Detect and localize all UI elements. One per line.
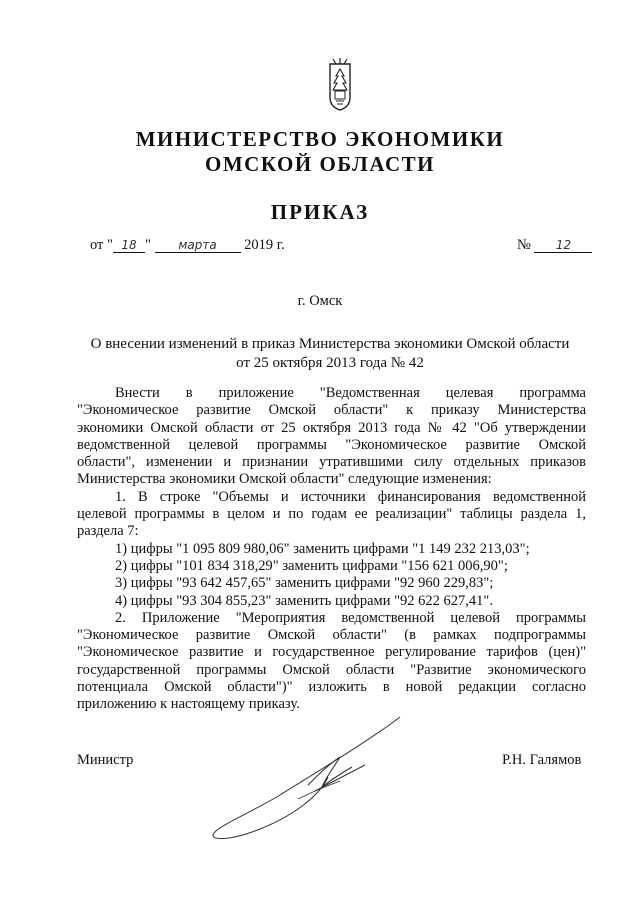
signatory-name: Р.Н. Галямов [502,752,582,768]
paragraph-line: "Экономическое развитие Омской области" (в рамках подпрограммы [77,627,586,644]
paragraph-line: 2. Приложение "Мероприятия ведомственной целевой программы [115,609,586,626]
order-body [77,385,586,714]
date-year: 2019 г. [244,237,285,253]
paragraph-line: экономики Омской области от 25 октября 2013 года № 42 "Об утверждении [77,419,586,436]
coat-of-arms-icon [327,57,353,112]
subject-line1: О внесении изменений в приказ Министерства экономики Омской области [90,336,570,352]
date-month: марта [155,239,241,253]
date-day: 18 [113,239,145,253]
org-name-line1: МИНИСТЕРСТВО ЭКОНОМИКИ [135,127,505,151]
paragraph-line: "Экономическое развитие и государственное регулирование тарифов (цен)" [77,644,586,661]
signatory-role: Министр [77,752,134,768]
paragraph-line: области", изменении и признании утратившими силу отдельных приказов [77,454,586,471]
list-item: 2) цифры "101 834 318,29" заменить цифрами "156 621 006,90"; [115,557,508,574]
paragraph-line: ведомственной целевой программы "Экономическое развитие Омской [77,436,586,453]
list-item: 3) цифры "93 642 457,65" заменить цифрами "92 960 229,83"; [115,575,494,592]
date-line: от " 18 " марта 2019 г. [90,237,285,253]
paragraph-line: раздела 7: [77,523,139,540]
paragraph-line: Министерства экономики Омской области" следующие изменения: [77,471,492,488]
list-item: 1) цифры "1 095 809 980,06" заменить цифрами "1 149 232 213,03"; [115,540,530,557]
paragraph-line: целевой программы в целом и по годам ее реализации" таблицы раздела 1, [77,506,586,523]
paragraph-line: Внести в приложение "Ведомственная целевая программа [115,385,586,401]
number-value: 12 [534,239,592,253]
document-type: ПРИКАЗ [270,200,370,224]
list-item: 4) цифры "93 304 855,23" заменить цифрами "92 622 627,41". [115,592,493,609]
date-prefix: от [90,237,104,253]
paragraph-line: 1. В строке "Объемы и источники финансирования ведомственной [115,488,586,505]
paragraph-line: "Экономическое развитие Омской области" к приказу Министерства [77,402,586,419]
number-label: № [517,237,531,253]
paragraph-line: приложению к настоящему приказу. [77,696,300,713]
handwritten-signature [200,715,420,845]
city: г. Омск [297,293,343,309]
org-name-line2: ОМСКОЙ ОБЛАСТИ [205,152,435,176]
subject-line2: от 25 октября 2013 года № 42 [236,355,424,371]
subject [60,335,600,373]
paragraph-line: государственной программы Омской области "Развитие экономического [77,661,586,678]
order-number [517,237,592,254]
paragraph-line: потенциала Омской области")" изложить в новой редакции согласно [77,679,586,696]
